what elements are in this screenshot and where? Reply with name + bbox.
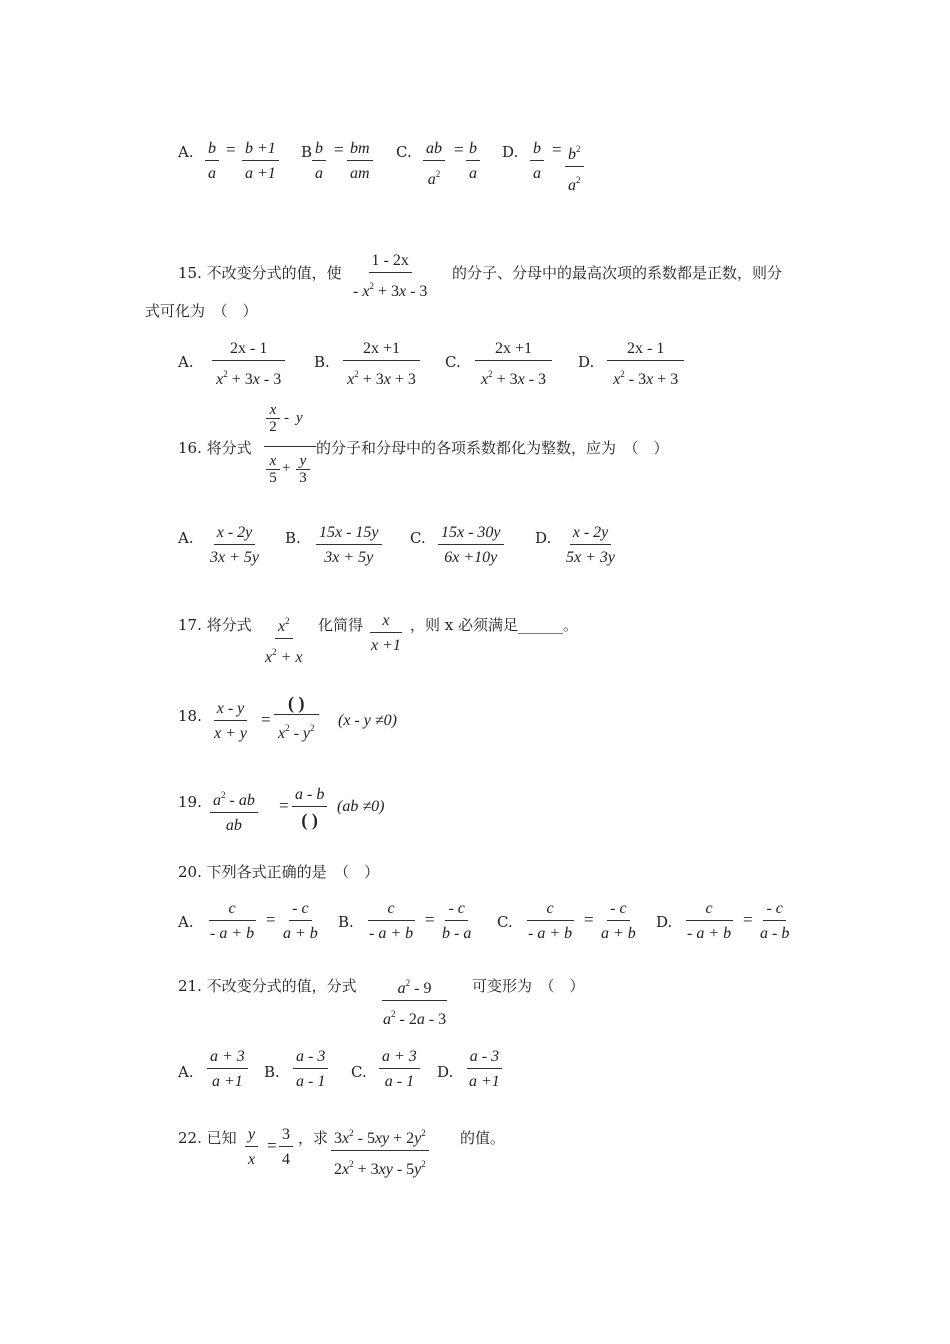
q15-stem-suffix: 的分子、分母中的最高次项的系数都是正数，则分 [452,264,783,282]
q16-option-a-label: A. [178,529,194,547]
q15-option-d-fraction: 2x - 1 $x^2 - 3x + 3$ [607,340,684,389]
q20-option-d-label: D. [656,913,673,931]
q21-stem-fraction: $a^2 - 9$ $a^2 - 2a - 3$ [380,974,449,1029]
q17-stem-prefix: 17. 将分式 [178,616,252,634]
equals-sign: = [552,140,562,159]
q21-stem-prefix: 21. 不改变分式的值，分式 [178,977,357,995]
equals-sign: = [425,910,435,929]
q22-ratio-fraction: y x [245,1126,258,1169]
equals-sign: = [334,140,344,159]
q14-b-left-fraction: b a [312,140,326,183]
equals-sign: = [261,710,271,729]
q15-option-a-fraction: 2x - 1 $x^2 + 3x - 3$ [212,340,285,389]
equals-sign: = [279,796,289,815]
q20-b-right-fraction: - c b - a [442,900,472,942]
q21-option-d-label: D. [437,1063,454,1081]
q15-stem-fraction: 1 - 2x - $x^2 + 3x - 3$ [353,252,428,300]
q22-stem-mid: ，求 [298,1129,329,1147]
equals-sign: = [226,140,236,159]
q22-expression-fraction: $3x^2 - 5xy + 2y^2$ $2x^2 + 3xy - 5y^2$ [331,1124,429,1179]
q22-stem-suffix: 的值。 [460,1129,506,1147]
q14-option-d-label: D. [502,143,519,161]
q20-stem: 20. 下列各式正确的是 （ ） [178,863,380,881]
q15-stem-prefix: 15. 不改变分式的值，使 [178,264,342,282]
q14-a-right-fraction: b +1 a +1 [242,140,279,183]
q17-second-fraction: x x +1 [371,612,401,654]
q16-option-b-fraction: 15x - 15y 3x + 5y [316,524,382,567]
q18-label: 18. [178,707,202,725]
q20-option-a-label: A. [178,913,194,931]
q15-option-c-fraction: 2x +1 $x^2 + 3x - 3$ [475,340,552,389]
q14-d-left-fraction: b a [530,140,544,183]
q17-stem-mid: 化简得 [318,616,364,634]
q21-option-c-label: C. [351,1063,367,1081]
q16-option-d-label: D. [535,529,552,547]
q15-option-b-label: B. [314,353,330,371]
equals-sign: = [266,910,276,929]
q19-right-fraction: a - b ( ) [292,786,327,829]
q15-stem-line2: 式可化为 （ ） [145,302,258,320]
q16-option-c-fraction: 15x - 30y 6x +10y [438,524,504,567]
q20-option-b-label: B. [338,913,354,931]
q17-stem-suffix: ，则 x 必须满足______。 [410,616,578,634]
q17-first-fraction: $x^2$ $x^2 + x$ [262,612,306,667]
q14-b-right-fraction: bm am [347,140,373,183]
q15-option-c-label: C. [445,353,461,371]
q20-a-left-fraction: c - a + b [210,900,255,942]
q14-option-b-label: B [301,143,313,161]
q20-b-left-fraction: c - a + b [369,900,414,942]
q16-option-c-label: C. [410,529,426,547]
q14-option-a-label: A. [178,143,194,161]
q22-value-fraction: 3 4 [279,1126,293,1169]
equals-sign: = [454,140,464,159]
q21-stem-suffix: 可变形为 （ ） [472,977,585,995]
q22-stem-prefix: 22. 已知 [178,1129,237,1147]
q14-c-left-fraction: ab $a^2$ [423,140,445,189]
q21-option-d-fraction: a - 3 a +1 [466,1048,503,1091]
equals-sign: = [267,1136,277,1155]
q16-stem-prefix: 16. 将分式 [178,439,252,457]
q20-option-c-label: C. [497,913,513,931]
q15-option-b-fraction: 2x +1 $x^2 + 3x + 3$ [343,340,420,389]
q16-option-d-fraction: x - 2y 5x + 3y [566,524,615,566]
q16-option-a-fraction: x - 2y 3x + 5y [210,524,259,566]
q14-a-left-fraction: b a [205,140,219,183]
q19-left-fraction: $a^2$ - ab ab [210,786,258,835]
q21-option-b-label: B. [264,1063,280,1081]
equals-sign: = [743,910,753,929]
q14-d-right-fraction: $b^2$ $a^2$ [565,140,584,195]
q18-left-fraction: x - y x + y [214,700,247,742]
q19-label: 19. [178,793,202,811]
q14-option-c-label: C. [396,143,412,161]
q16-stem-suffix: 的分子和分母中的各项系数都化为整数，应为 （ ） [316,439,669,457]
q21-option-b-fraction: a - 3 a - 1 [293,1048,328,1091]
q20-d-left-fraction: c - a + b [687,900,732,942]
q20-a-right-fraction: - c a + b [283,900,318,942]
q21-option-a-fraction: a + 3 a +1 [207,1048,248,1091]
q16-complex-fraction: x 2 - y x 5 + y 3 [264,402,316,491]
q20-c-right-fraction: - c a + b [601,900,636,942]
q20-d-right-fraction: - c a - b [760,900,790,942]
q15-option-a-label: A. [178,353,194,371]
q21-option-c-fraction: a + 3 a - 1 [379,1048,420,1091]
q14-c-right-fraction: b a [466,140,480,183]
q18-condition: (x - y ≠0) [338,712,397,729]
q16-option-b-label: B. [285,529,301,547]
q20-c-left-fraction: c - a + b [528,900,573,942]
q18-right-fraction: ( ) $x^2 - y^2$ [274,694,319,743]
equals-sign: = [584,910,594,929]
q19-condition: (ab ≠0) [337,798,385,815]
q15-option-d-label: D. [578,353,595,371]
q21-option-a-label: A. [178,1063,194,1081]
